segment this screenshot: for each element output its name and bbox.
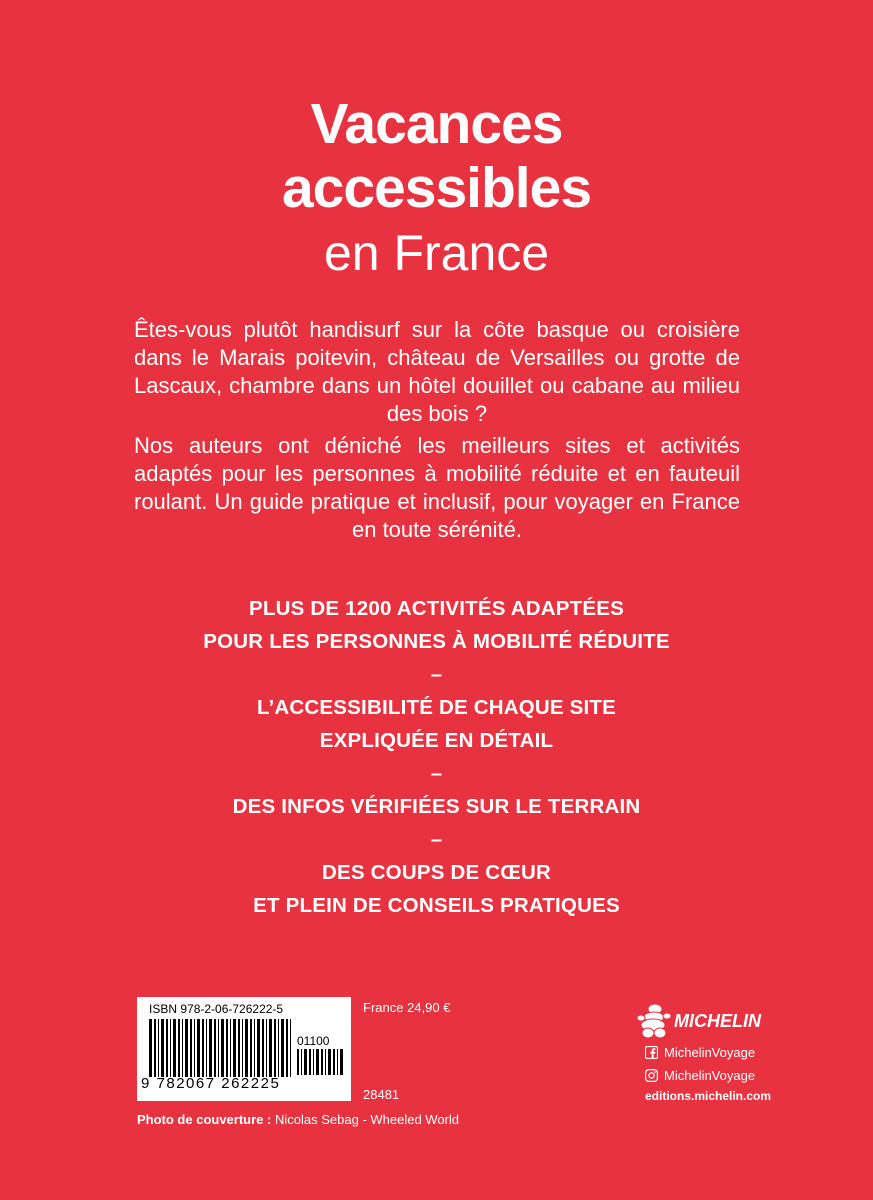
barcode-bar xyxy=(274,1019,276,1077)
blurb-paragraph-1: Êtes-vous plutôt handisurf sur la côte basque ou croisière dans le Marais poitevin, château de Versailles ou grotte de Lascaux, chambre dans un hôtel douillet ou cabane au milieu des bois ? xyxy=(134,317,740,426)
barcode-bar xyxy=(286,1019,288,1077)
barcode-bar xyxy=(218,1019,219,1077)
feature-3a: DES INFOS VÉRIFIÉES SUR LE TERRAIN xyxy=(232,795,641,818)
facebook-handle: MichelinVoyage xyxy=(664,1045,756,1060)
barcode-bar xyxy=(301,1049,302,1075)
barcode-bar xyxy=(158,1019,159,1077)
barcode-bar xyxy=(194,1019,195,1077)
feature-separator: – xyxy=(430,663,443,686)
title-line-3: en France xyxy=(323,225,550,281)
barcode-bar xyxy=(297,1049,299,1075)
barcode-bar xyxy=(257,1019,260,1077)
barcode-digits: 9 782067 262225 xyxy=(141,1075,281,1092)
barcode-bar xyxy=(221,1019,224,1077)
barcode-bar xyxy=(209,1019,212,1077)
barcode-addon-text: 01100 xyxy=(297,1034,330,1048)
barcode-bar xyxy=(170,1019,171,1077)
barcode-bar xyxy=(269,1019,272,1077)
barcode-bar xyxy=(154,1019,156,1077)
barcode-bar xyxy=(278,1019,279,1077)
barcode-bar xyxy=(238,1019,240,1077)
barcode-bar xyxy=(262,1019,264,1077)
barcode-bar xyxy=(328,1049,331,1075)
feature-1b: POUR LES PERSONNES À MOBILITÉ RÉDUITE xyxy=(203,630,670,653)
barcode-bar xyxy=(313,1049,314,1075)
blurb-paragraph-2: Nos auteurs ont déniché les meilleurs sites et activités adaptés pour les personnes à mobilité réduite et en fauteuil roulant. Un guide pratique et inclusif, pour voyager en France en toute sérénité. xyxy=(134,433,740,542)
barcode-bar xyxy=(245,1019,248,1077)
barcode-bar xyxy=(214,1019,216,1077)
feature-2b: EXPLIQUÉE EN DÉTAIL xyxy=(319,729,554,752)
feature-separator: – xyxy=(430,828,443,851)
barcode-bar xyxy=(178,1019,180,1077)
barcode-bar xyxy=(206,1019,207,1077)
barcode-bar xyxy=(309,1049,311,1075)
price: France 24,90 € xyxy=(363,1000,451,1015)
barcode-bar xyxy=(190,1019,192,1077)
barcode-bar xyxy=(340,1049,343,1075)
title-line-1: Vacances xyxy=(310,92,563,156)
barcode-bar xyxy=(321,1049,323,1075)
title-line-2: accessibles xyxy=(281,156,592,220)
barcode-bar xyxy=(254,1019,255,1077)
barcode-bar xyxy=(242,1019,243,1077)
photo-credit-name: Nicolas Sebag - Wheeled World xyxy=(274,1112,459,1127)
barcode-bar xyxy=(185,1019,188,1077)
instagram-icon xyxy=(645,1069,658,1082)
michelin-wordmark: MICHELIN xyxy=(674,1011,761,1031)
instagram-handle: MichelinVoyage xyxy=(664,1068,756,1083)
barcode-bar xyxy=(250,1019,252,1077)
product-code: 28481 xyxy=(363,1087,400,1102)
barcode-bar xyxy=(226,1019,228,1077)
feature-2a: L’ACCESSIBILITÉ DE CHAQUE SITE xyxy=(256,696,617,719)
feature-list xyxy=(0,592,873,922)
book-title xyxy=(0,92,873,286)
website-link[interactable]: editions.michelin.com xyxy=(645,1089,772,1103)
isbn-text: ISBN 978-2-06-726222-5 xyxy=(149,1002,284,1016)
barcode-bar xyxy=(182,1019,183,1077)
barcode-bar xyxy=(149,1019,152,1077)
feature-4b: ET PLEIN DE CONSEILS PRATIQUES xyxy=(253,894,620,917)
barcode-bar xyxy=(337,1049,338,1075)
barcode xyxy=(137,997,351,1101)
barcode-bar xyxy=(173,1019,176,1077)
barcode-bar xyxy=(233,1019,236,1077)
photo-credit-label: Photo de couverture : xyxy=(137,1112,272,1127)
barcode-bar xyxy=(266,1019,267,1077)
barcode-bar xyxy=(230,1019,231,1077)
barcode-bar xyxy=(281,1019,284,1077)
feature-1a: PLUS DE 1200 ACTIVITÉS ADAPTÉES xyxy=(249,597,624,620)
barcode-bar xyxy=(161,1019,164,1077)
facebook-link[interactable] xyxy=(645,1045,755,1060)
barcode-bar xyxy=(316,1049,319,1075)
barcode-bar xyxy=(202,1019,204,1077)
michelin-logo-icon xyxy=(636,1000,806,1040)
facebook-icon xyxy=(645,1046,658,1059)
barcode-bars-icon xyxy=(149,1019,294,1077)
barcode-bar xyxy=(166,1019,168,1077)
barcode-bar xyxy=(333,1049,335,1075)
barcode-bar xyxy=(290,1019,291,1077)
photo-credit xyxy=(137,1112,459,1127)
barcode-bar xyxy=(304,1049,307,1075)
barcode-addon-bars-icon xyxy=(297,1049,345,1075)
barcode-bar xyxy=(197,1019,200,1077)
barcode-bar xyxy=(325,1049,326,1075)
feature-separator: – xyxy=(430,762,443,785)
feature-4a: DES COUPS DE CŒUR xyxy=(322,861,551,884)
instagram-link[interactable] xyxy=(645,1068,755,1083)
